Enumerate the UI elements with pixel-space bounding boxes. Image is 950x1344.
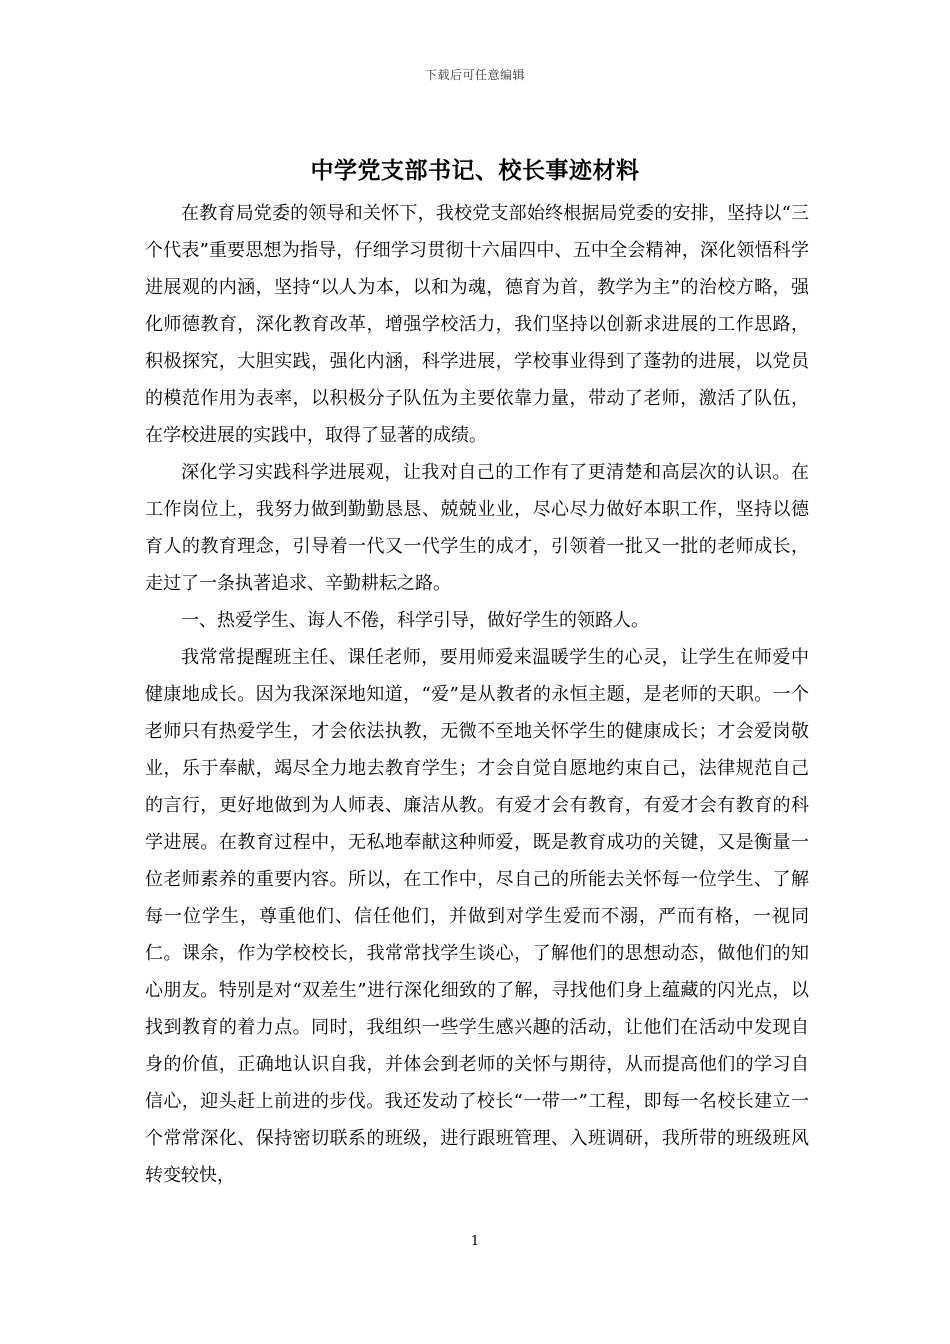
paragraph-understanding: 深化学习实践科学进展观，让我对自己的工作有了更清楚和高层次的认识。在工作岗位上，我努力做到勤勤恳恳、兢兢业业，尽心尽力做好本职工作，坚持以德育人的教育理念，引导着一代又一代学生的成才，引领着一批又一批的老师成长，走过了一条执著追求、辛勤耕耘之路。 xyxy=(145,462,809,594)
section-heading-one: 一、热爱学生、诲人不倦，科学引导，做好学生的领路人。 xyxy=(181,610,649,631)
paragraph-love-students: 我常常提醒班主任、课任老师，要用师爱来温暖学生的心灵，让学生在师爱中健康地成长。因为我深深地知道，“爱”是从教者的永恒主题，是老师的天职。一个老师只有热爱学生，才会依法执教，无微不至地关怀学生的健康成长；才会爱岗敬业，乐于奉献，竭尽全力地去教育学生；才会自觉自愿地约束自己，法律规范自己的言行，更好地做到为人师表、廉洁从教。有爱才会有教育，有爱才会有教育的科学进展。在教育过程中，无私地奉献这种师爱，既是教育成功的关键，又是衡量一位老师素养的重要内容。所以，在工作中，尽自己的所能去关怀每一位学生、了解每一位学生，尊重他们、信任他们，并做到对学生爱而不溺，严而有格，一视同仁。课余，作为学校校长，我常常找学生谈心，了解他们的思想动态，做他们的知心朋友。特别是对“双差生”进行深化细致的了解，寻找他们身上蕴藏的闪光点，以找到教育的着力点。同时，我组织一些学生感兴趣的活动，让他们在活动中发现自身的价值，正确地认识自我，并体会到老师的关怀与期待，从而提高他们的学习自信心，迎头赶上前进的步伐。我还发动了校长“一带一”工程，即每一名校长建立一个常常深化、保持密切联系的班级，进行跟班管理、入班调研，我所带的班级班风转变较快， xyxy=(145,647,809,1186)
paragraph-intro: 在教育局党委的领导和关怀下，我校党支部始终根据局党委的安排，坚持以“三个代表”重要思想为指导，仔细学习贯彻十六届四中、五中全会精神，深化领悟科学进展观的内涵，坚持“以人为本，以和为魂，德育为首，教学为主”的治校方略，强化师德教育，深化教育改革，增强学校活力，我们坚持以创新求进展的工作思路，积极探究，大胆实践，强化内涵，科学进展，学校事业得到了蓬勃的进展，以党员的模范作用为表率，以积极分子队伍为主要依靠力量，带动了老师，激活了队伍，在学校进展的实践中，取得了显著的成绩。 xyxy=(145,203,809,446)
page-number: 1 xyxy=(470,1234,480,1249)
document-body xyxy=(145,195,809,1194)
header-note: 下载后可任意编辑 xyxy=(424,68,525,82)
document-title: 中学党支部书记、校长事迹材料 xyxy=(310,157,640,184)
